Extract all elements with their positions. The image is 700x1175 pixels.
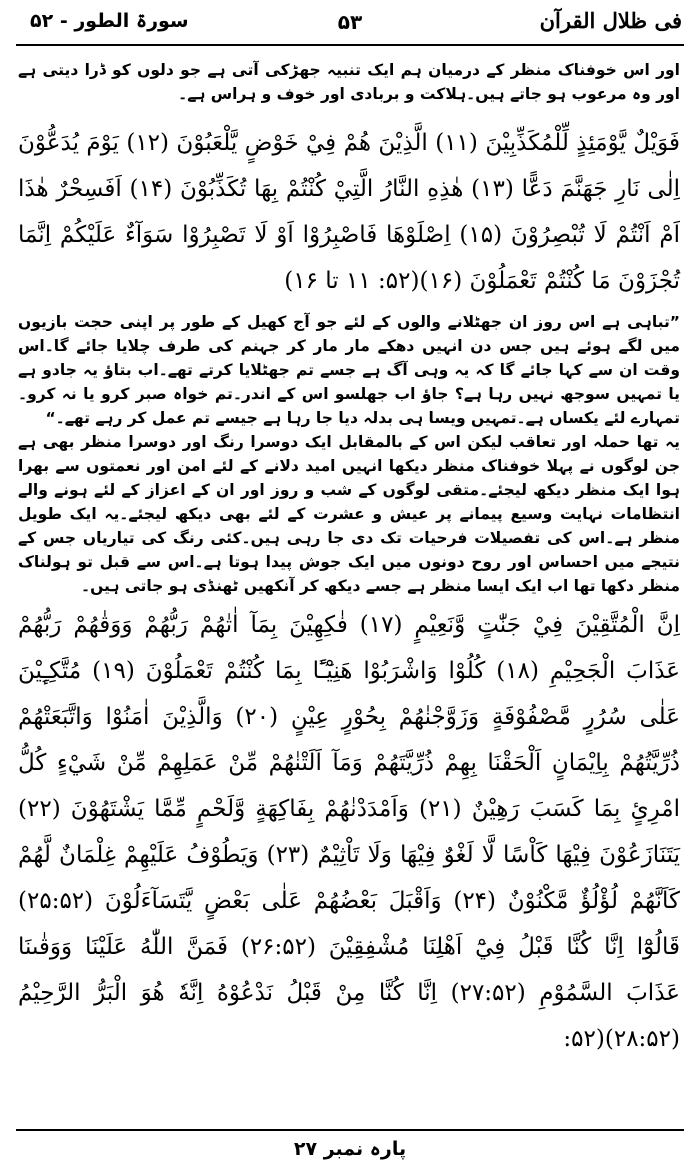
quran-verses-17-28: اِنَّ الْمُتَّقِيْنَ فِيْ جَنّٰتٍ وَّنَعِيْمٍ (۱۷) فٰكِهِيْنَ بِمَآ اٰتٰهُمْ رَبُّهُمْ وَوَقٰهُمْ رَبُّهُمْ عَذَابَ الْجَحِيْمِ (۱۸) كُلُوْا وَاشْرَبُوْا هَنِيْٓـًٔا بِمَا كُنْتُمْ تَعْمَلُوْنَ (۱۹) مُتَّكِـِٕيْنَ عَلٰى سُرُرٍ مَّصْفُوْفَةٍ وَزَوَّجْنٰهُمْ بِحُوْرٍ عِيْنٍ (۲۰) وَالَّذِيْنَ اٰمَنُوْا وَاتَّبَعَتْهُمْ ذُرِّيَّتُهُمْ بِاِيْمَانٍ اَلْحَقْنَا بِهِمْ ذُرِّيَّتَهُمْ وَمَآ اَلَتْنٰهُمْ مِّنْ عَمَلِهِمْ مِّنْ شَيْءٍ كُلُّ امْرِیٍٔ بِمَا كَسَبَ رَهِيْنٌ (۲۱) وَاَمْدَدْنٰهُمْ بِفَاكِهَةٍ وَّلَحْمٍ مِّمَّا يَشْتَهُوْنَ (۲۲) يَتَنَازَعُوْنَ فِيْهَا كَاْسًا لَّا لَغْوٌ فِيْهَا وَلَا تَاْثِيْمٌ (۲۳) وَيَطُوْفُ عَلَيْهِمْ غِلْمَانٌ لَّهُمْ كَاَنَّهُمْ لُؤْلُؤٌ مَّكْنُوْنٌ (۲۴) وَاَقْبَلَ بَعْضُهُمْ عَلٰى بَعْضٍ يَّتَسَآءَلُوْنَ (۲۵:۵۲) قَالُوْٓا اِنَّا كُنَّا قَبْلُ فِيْٓ اَهْلِنَا مُشْفِقِيْنَ (۲۶:۵۲) فَمَنَّ اللّٰهُ عَلَيْنَا وَوَقٰىنَا عَذَابَ السَّمُوْمِ (۲۷:۵۲) اِنَّا كُنَّا مِنْ قَبْلُ نَدْعُوْهُ اِنَّهٗ هُوَ الْبَرُّ الرَّحِيْمُ (۲۸:۵۲)(۵۲:	[18, 612, 681, 1052]
footer-divider	[16, 1129, 684, 1131]
translation-paragraph: ”تباہی ہے اس روز ان جھٹلانے والوں کے لئے جو آج کھیل کے طور پر اپنی حجت بازیوں میں لگے ہوئے ہیں جس دن انہیں دھکے مار مار کر جہنم کی طرف چلایا جائے گا۔اس وقت ان سے کہا جائے گا کہ یہ وہی آگ ہے جسے تم جھٹلایا کرتے تھے۔اب بتاؤ یہ جادو ہے یا تمہیں سوجھ نہیں رہا ہے؟ جاؤ اب جھلسو اس کے اندر۔تم خواہ صبر کرو یا نہ کرو۔تمہارے لئے یکساں ہے۔تمہیں ویسا ہی بدلہ دیا جا رہا ہے جیسے تم عمل کر رہے تھے۔“	[18, 313, 680, 427]
quran-verses-11-16: فَوَيْلٌ يَّوْمَئِذٍ لِّلْمُكَذِّبِيْنَ (۱۱) الَّذِيْنَ هُمْ فِيْ خَوْضٍ يَّلْعَبُوْنَ (۱۲) يَوْمَ يُدَعُّوْنَ اِلٰى نَارِ جَهَنَّمَ دَعًّا (۱۳) هٰذِهِ النَّارُ الَّتِيْ كُنْتُمْ بِهَا تُكَذِّبُوْنَ (۱۴) اَفَسِحْرٌ هٰذَا اَمْ اَنْتُمْ لَا تُبْصِرُوْنَ (۱۵) اِصْلَوْهَا فَاصْبِرُوْا اَوْ لَا تَصْبِرُوْا سَوَآءٌ عَلَيْكُمْ اِنَّمَا تُجْزَوْنَ مَا كُنْتُمْ تَعْمَلُوْنَ (۱۶)(۵۲: ۱۱ تا ۱۶)	[18, 130, 681, 294]
page-body	[18, 58, 680, 1062]
header-divider	[16, 44, 684, 46]
commentary-paragraph: یہ تھا حملہ اور تعاقب لیکن اس کے بالمقابل ایک دوسرا رنگ اور دوسرا منظر بھی ہے جن لوگوں نے پہلا خوفناک منظر دیکھا انہیں امید دلانے کے لئے امن اور نعمتوں سے بھرا ہوا ایک منظر دیکھ لیجئے۔متقی لوگوں کے شب و روز اور ان کے اعزاز کے لئے ہونے والے انتظامات نہایت وسیع پیمانے پر عیش و عشرت کے لئے بھی دیکھ لیجئے۔یہ ایک طویل منظر ہے۔اس کی تفصیلات فرحیات تک دی جا رہی ہیں۔کئی رنگ کی تیاریاں جس کے نتیجے میں احساس اور روح دونوں میں ایک جوش پیدا ہوتا ہے۔اس سے قبل تو ہولناک منظر دکھا تھا اب ایک ایسا منظر ہے جسے دیکھ کر آنکھیں ٹھنڈی ہو جاتی ہیں۔	[18, 433, 680, 595]
page-header	[16, 6, 684, 40]
page-number: ۵۳	[337, 10, 363, 34]
para-number-label: پارہ نمبر ۲۷	[293, 1138, 407, 1160]
surah-label: سورۃ الطور - ۵۲	[30, 10, 189, 32]
book-title: فی ظلال القرآن	[539, 8, 682, 33]
intro-paragraph: اور اس خوفناک منظر کے درمیان ہم ایک تنبیہ جھڑکی آتی ہے جو دلوں کو ڈرا دیتی ہے اور وہ مرعوب ہو جاتے ہیں۔ہلاکت و بربادی اور خوف و ہراس ہے۔	[18, 61, 680, 103]
